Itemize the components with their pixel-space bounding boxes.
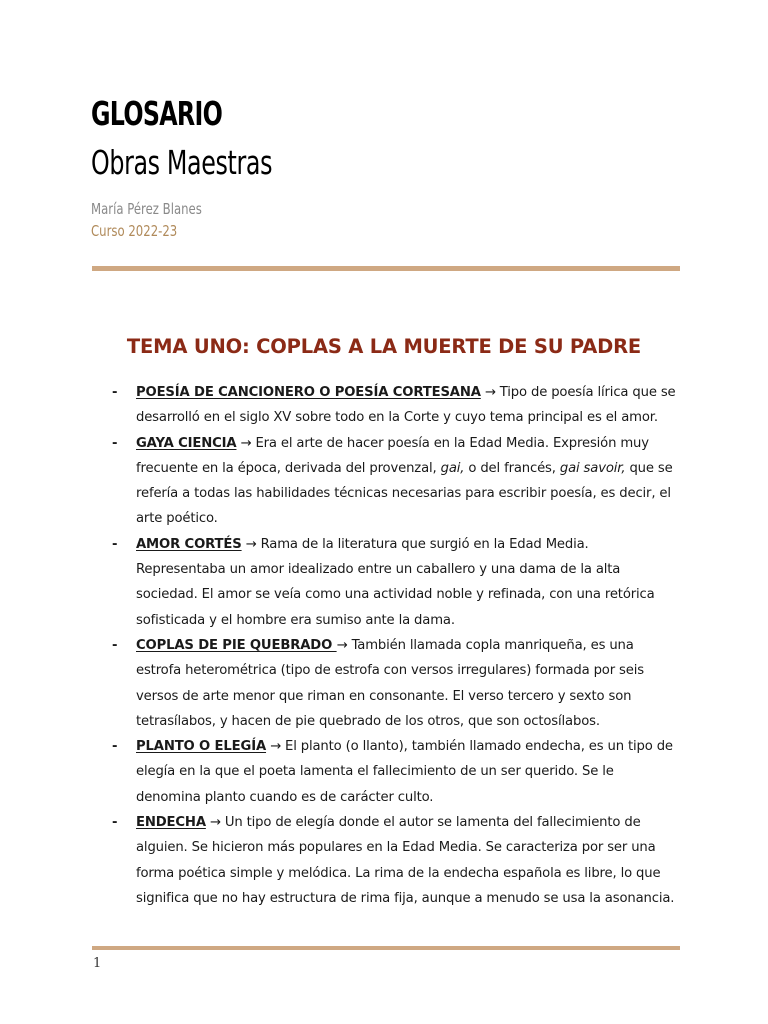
glossary-term: AMOR CORTÉS: [136, 536, 242, 552]
definition-text: Era el arte de hacer poesía en la Edad Media. Expresión muy frecuente en la época, derivada del provenzal,: [136, 435, 649, 476]
list-bullet: -: [112, 739, 118, 755]
arrow-symbol: →: [205, 815, 225, 831]
definition-text: o del francés,: [464, 460, 560, 476]
arrow-symbol: →: [236, 435, 256, 451]
glossary-entry: [110, 431, 680, 532]
glossary-entry: [110, 633, 680, 734]
list-bullet: -: [112, 637, 118, 653]
list-bullet: -: [112, 435, 118, 451]
document-subtitle: Obras Maestras: [91, 143, 273, 182]
footer-divider: [92, 946, 680, 950]
glossary-entry: [110, 532, 680, 633]
arrow-symbol: →: [266, 739, 286, 755]
header-divider: [92, 266, 680, 271]
glossary-entry: [110, 734, 680, 810]
arrow-symbol: →: [241, 536, 261, 552]
glossary-definition: Tipo de poesía lírica que se desarrolló en el siglo XV sobre todo en la Corte y cuyo tema principal es el amor.: [136, 385, 676, 426]
arrow-symbol: →: [480, 385, 500, 400]
glossary-definition: El planto (o llanto), también llamado endecha, es un tipo de elegía en la que el poeta lamenta el fallecimiento de un ser querido. Se le denomina planto cuando es de carácter culto.: [136, 739, 673, 805]
glossary-definition: Rama de la literatura que surgió en la Edad Media. Representaba un amor idealizado entre un caballero y una dama de la alta sociedad. El amor se veía como una actividad noble y refinada, con una retórica sofisticada y el hombre era sumiso ante la dama.: [136, 536, 655, 628]
section-title: TEMA UNO: COPLAS A LA MUERTE DE SU PADRE: [126, 335, 642, 358]
glossary-entry: [110, 380, 680, 431]
arrow-symbol: →: [336, 637, 352, 653]
course-year: Curso 2022-23: [91, 222, 178, 240]
document-title: GLOSARIO: [91, 94, 223, 133]
definition-italic-text: gai savoir,: [559, 460, 626, 476]
list-bullet: -: [112, 815, 118, 831]
glossary-definition: También llamada copla manriqueña, es una estrofa heterométrica (tipo de estrofa con versos irregulares) formada por seis versos de arte menor que riman en consonante. El verso tercero y sexto son tetrasílabos, y hacen de pie quebrado de los otros, que son octosílabos.: [136, 637, 644, 729]
glossary-term: POESÍA DE CANCIONERO O POESÍA CORTESANA: [136, 385, 481, 400]
list-bullet: -: [112, 536, 118, 552]
page-number: 1: [93, 956, 102, 971]
author-name: María Pérez Blanes: [91, 200, 202, 218]
glossary-list: [110, 380, 680, 911]
glossary-term: COPLAS DE PIE QUEBRADO: [136, 637, 337, 653]
glossary-term: ENDECHA: [136, 815, 206, 831]
definition-italic-text: gai,: [440, 460, 465, 476]
glossary-term: GAYA CIENCIA: [136, 435, 237, 451]
glossary-entry: [110, 810, 680, 911]
glossary-definition: Un tipo de elegía donde el autor se lamenta del fallecimiento de alguien. Se hicieron más populares en la Edad Media. Se caracteriza por ser una forma poética simple y melódica. La rima de la endecha española es libre, lo que significa que no hay estructura de rima fija, aunque a menudo se usa la asonancia.: [136, 815, 675, 906]
glossary-term: PLANTO O ELEGÍA: [136, 739, 267, 755]
list-bullet: -: [112, 385, 118, 400]
definition-text: que se refería a todas las habilidades técnicas necesarias para escribir poesía, es decir, el arte poético.: [136, 460, 673, 527]
